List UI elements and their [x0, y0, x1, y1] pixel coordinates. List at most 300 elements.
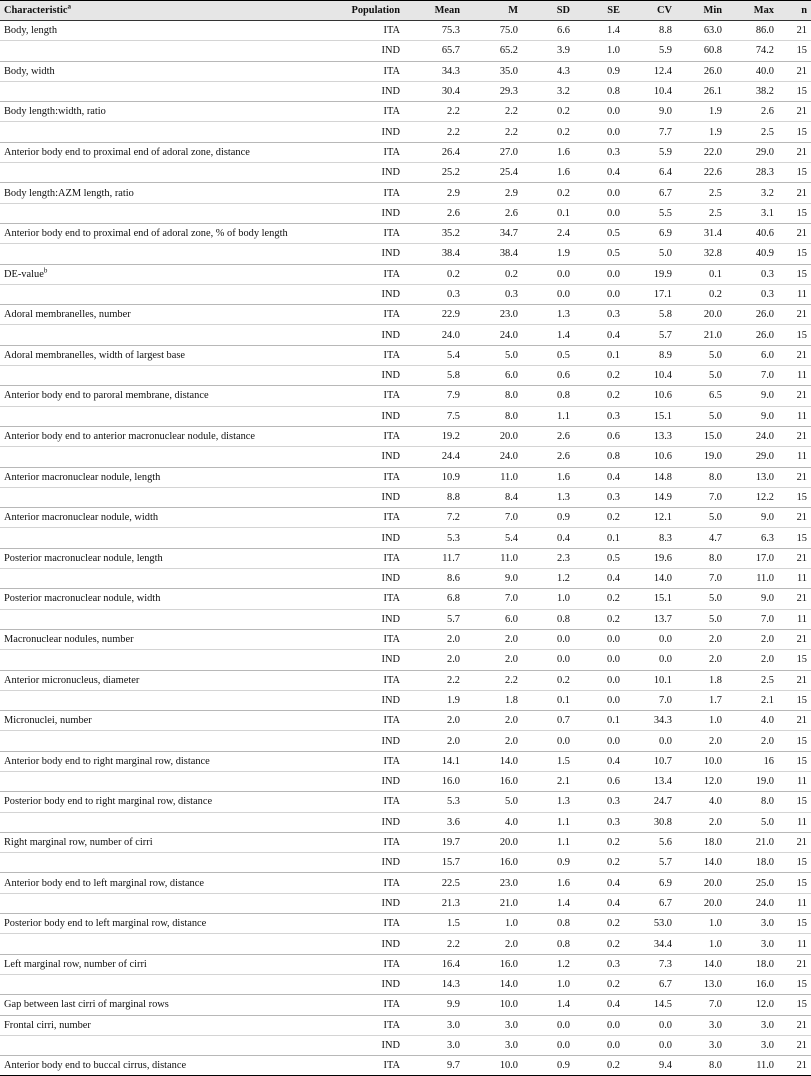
cell-n: 21: [778, 61, 811, 81]
cell-max: 24.0: [726, 893, 778, 913]
cell-se: 0.0: [574, 629, 624, 649]
cell-se: 0.3: [574, 142, 624, 162]
cell-n: 11: [778, 447, 811, 467]
cell-cv: 10.7: [624, 751, 676, 771]
cell-min: 6.5: [676, 386, 726, 406]
cell-n: 15: [778, 487, 811, 507]
cell-population: IND: [330, 284, 404, 304]
table-row: [0, 690, 811, 710]
cell-n: 21: [778, 1015, 811, 1035]
cell-mean: 2.2: [404, 670, 464, 690]
cell-population: ITA: [330, 670, 404, 690]
cell-characteristic: [0, 81, 330, 101]
cell-mean: 8.6: [404, 569, 464, 589]
cell-median: 11.0: [464, 467, 522, 487]
characteristic-label: Anterior body end to right marginal row, distance: [4, 755, 210, 767]
cell-median: 2.9: [464, 183, 522, 203]
cell-mean: 7.5: [404, 406, 464, 426]
cell-mean: 15.7: [404, 853, 464, 873]
cell-max: 26.0: [726, 305, 778, 325]
table-row: [0, 508, 811, 528]
cell-population: IND: [330, 81, 404, 101]
cell-n: 21: [778, 711, 811, 731]
cell-min: 14.0: [676, 853, 726, 873]
table-body: [0, 21, 811, 1076]
cell-characteristic: [0, 690, 330, 710]
cell-sd: 1.4: [522, 995, 574, 1015]
table-row: [0, 61, 811, 81]
cell-max: 4.0: [726, 711, 778, 731]
cell-se: 0.2: [574, 914, 624, 934]
cell-characteristic: [0, 792, 330, 812]
cell-mean: 8.8: [404, 487, 464, 507]
cell-min: 5.0: [676, 406, 726, 426]
characteristic-label: Posterior body end to left marginal row, distance: [4, 918, 207, 930]
cell-se: 0.9: [574, 61, 624, 81]
cell-se: 0.2: [574, 853, 624, 873]
cell-cv: 7.3: [624, 954, 676, 974]
table-row: [0, 102, 811, 122]
cell-sd: 2.6: [522, 447, 574, 467]
cell-sd: 0.0: [522, 731, 574, 751]
cell-population: IND: [330, 853, 404, 873]
cell-median: 23.0: [464, 305, 522, 325]
cell-sd: 0.5: [522, 345, 574, 365]
cell-se: 0.0: [574, 183, 624, 203]
table-row: [0, 1035, 811, 1055]
cell-sd: 0.0: [522, 1035, 574, 1055]
cell-n: 21: [778, 305, 811, 325]
cell-population: ITA: [330, 183, 404, 203]
characteristic-label: Anterior micronucleus, diameter: [4, 674, 140, 686]
cell-characteristic: [0, 264, 330, 284]
table-row: [0, 670, 811, 690]
cell-characteristic: [0, 711, 330, 731]
cell-se: 0.0: [574, 1035, 624, 1055]
cell-population: ITA: [330, 223, 404, 243]
cell-characteristic: [0, 1035, 330, 1055]
cell-mean: 2.2: [404, 122, 464, 142]
cell-characteristic: [0, 670, 330, 690]
table-row: [0, 223, 811, 243]
header-characteristic: [0, 1, 330, 21]
cell-mean: 2.0: [404, 731, 464, 751]
cell-se: 0.4: [574, 995, 624, 1015]
cell-population: IND: [330, 650, 404, 670]
cell-mean: 11.7: [404, 548, 464, 568]
cell-sd: 3.9: [522, 41, 574, 61]
cell-mean: 3.0: [404, 1015, 464, 1035]
cell-se: 0.2: [574, 508, 624, 528]
table-row: [0, 122, 811, 142]
cell-characteristic: [0, 954, 330, 974]
cell-max: 5.0: [726, 812, 778, 832]
cell-se: 0.4: [574, 873, 624, 893]
cell-population: ITA: [330, 792, 404, 812]
cell-se: 0.5: [574, 244, 624, 264]
cell-n: 15: [778, 81, 811, 101]
cell-population: ITA: [330, 61, 404, 81]
cell-median: 38.4: [464, 244, 522, 264]
cell-characteristic: [0, 1015, 330, 1035]
cell-population: ITA: [330, 914, 404, 934]
table-row: [0, 264, 811, 284]
cell-population: IND: [330, 1035, 404, 1055]
cell-mean: 25.2: [404, 163, 464, 183]
cell-median: 34.7: [464, 223, 522, 243]
cell-min: 8.0: [676, 1056, 726, 1076]
cell-characteristic: [0, 284, 330, 304]
cell-cv: 10.1: [624, 670, 676, 690]
characteristic-label: Anterior body end to proximal end of adoral zone, % of body length: [4, 228, 288, 240]
cell-median: 23.0: [464, 873, 522, 893]
cell-n: 15: [778, 731, 811, 751]
cell-max: 7.0: [726, 609, 778, 629]
cell-population: IND: [330, 41, 404, 61]
cell-population: IND: [330, 731, 404, 751]
cell-mean: 7.9: [404, 386, 464, 406]
cell-n: 21: [778, 21, 811, 41]
cell-sd: 1.4: [522, 893, 574, 913]
cell-se: 0.2: [574, 609, 624, 629]
cell-population: ITA: [330, 345, 404, 365]
cell-sd: 0.9: [522, 853, 574, 873]
cell-max: 16.0: [726, 974, 778, 994]
cell-median: 27.0: [464, 142, 522, 162]
cell-mean: 19.7: [404, 832, 464, 852]
cell-n: 15: [778, 873, 811, 893]
cell-max: 3.2: [726, 183, 778, 203]
cell-min: 18.0: [676, 832, 726, 852]
cell-min: 1.7: [676, 690, 726, 710]
header-row: [0, 1, 811, 21]
characteristic-label: Gap between last cirri of marginal rows: [4, 999, 169, 1011]
cell-max: 3.0: [726, 934, 778, 954]
cell-sd: 0.0: [522, 1015, 574, 1035]
cell-min: 5.0: [676, 508, 726, 528]
cell-characteristic: [0, 508, 330, 528]
cell-max: 2.1: [726, 690, 778, 710]
cell-characteristic: [0, 853, 330, 873]
cell-cv: 5.5: [624, 203, 676, 223]
cell-min: 26.0: [676, 61, 726, 81]
header-mean: Mean: [404, 1, 464, 21]
cell-sd: 0.8: [522, 914, 574, 934]
cell-min: 7.0: [676, 487, 726, 507]
cell-mean: 9.9: [404, 995, 464, 1015]
cell-max: 18.0: [726, 853, 778, 873]
characteristic-label: Anterior body end to left marginal row, distance: [4, 877, 204, 889]
table-row: [0, 771, 811, 791]
cell-sd: 0.6: [522, 366, 574, 386]
cell-mean: 75.3: [404, 21, 464, 41]
cell-characteristic: [0, 914, 330, 934]
cell-sd: 1.3: [522, 487, 574, 507]
table-row: [0, 345, 811, 365]
cell-se: 1.4: [574, 21, 624, 41]
cell-mean: 0.2: [404, 264, 464, 284]
cell-mean: 5.3: [404, 792, 464, 812]
table-row: [0, 1056, 811, 1076]
cell-median: 24.0: [464, 325, 522, 345]
cell-min: 1.9: [676, 102, 726, 122]
cell-se: 0.1: [574, 345, 624, 365]
cell-sd: 1.1: [522, 832, 574, 852]
cell-cv: 7.7: [624, 122, 676, 142]
cell-max: 9.0: [726, 406, 778, 426]
cell-population: IND: [330, 812, 404, 832]
cell-max: 12.2: [726, 487, 778, 507]
cell-max: 28.3: [726, 163, 778, 183]
cell-min: 2.0: [676, 812, 726, 832]
cell-cv: 14.9: [624, 487, 676, 507]
cell-mean: 19.2: [404, 426, 464, 446]
cell-characteristic: [0, 893, 330, 913]
footnote-marker: a: [67, 2, 71, 11]
characteristic-label: Micronuclei, number: [4, 715, 92, 727]
cell-mean: 5.4: [404, 345, 464, 365]
cell-sd: 0.2: [522, 102, 574, 122]
cell-median: 65.2: [464, 41, 522, 61]
cell-se: 0.2: [574, 832, 624, 852]
table-row: [0, 751, 811, 771]
cell-median: 2.2: [464, 122, 522, 142]
cell-characteristic: [0, 386, 330, 406]
cell-min: 4.7: [676, 528, 726, 548]
cell-n: 15: [778, 325, 811, 345]
cell-sd: 1.0: [522, 589, 574, 609]
cell-characteristic: [0, 345, 330, 365]
cell-n: 15: [778, 974, 811, 994]
cell-characteristic: [0, 873, 330, 893]
table-row: [0, 467, 811, 487]
cell-mean: 9.7: [404, 1056, 464, 1076]
characteristic-label: Anterior macronuclear nodule, width: [4, 512, 159, 524]
cell-characteristic: [0, 61, 330, 81]
cell-population: IND: [330, 122, 404, 142]
cell-n: 11: [778, 771, 811, 791]
cell-max: 9.0: [726, 508, 778, 528]
header-cv: CV: [624, 1, 676, 21]
cell-cv: 9.4: [624, 1056, 676, 1076]
cell-characteristic: [0, 487, 330, 507]
cell-n: 21: [778, 223, 811, 243]
cell-se: 0.3: [574, 406, 624, 426]
cell-characteristic: [0, 812, 330, 832]
cell-max: 6.0: [726, 345, 778, 365]
cell-se: 0.6: [574, 426, 624, 446]
cell-se: 0.3: [574, 305, 624, 325]
cell-median: 2.0: [464, 731, 522, 751]
cell-characteristic: [0, 183, 330, 203]
cell-characteristic: [0, 122, 330, 142]
cell-n: 21: [778, 102, 811, 122]
cell-se: 0.3: [574, 487, 624, 507]
cell-cv: 5.7: [624, 853, 676, 873]
cell-median: 9.0: [464, 569, 522, 589]
cell-cv: 14.0: [624, 569, 676, 589]
characteristic-label: Adoral membranelles, width of largest base: [4, 349, 186, 361]
cell-sd: 1.3: [522, 792, 574, 812]
cell-sd: 1.6: [522, 142, 574, 162]
cell-cv: 5.6: [624, 832, 676, 852]
cell-population: IND: [330, 244, 404, 264]
characteristic-label: Posterior macronuclear nodule, length: [4, 552, 163, 564]
table-row: [0, 873, 811, 893]
cell-n: 15: [778, 203, 811, 223]
cell-mean: 34.3: [404, 61, 464, 81]
cell-median: 10.0: [464, 1056, 522, 1076]
cell-sd: 1.1: [522, 812, 574, 832]
cell-mean: 65.7: [404, 41, 464, 61]
cell-max: 26.0: [726, 325, 778, 345]
cell-cv: 13.4: [624, 771, 676, 791]
cell-mean: 16.0: [404, 771, 464, 791]
cell-mean: 21.3: [404, 893, 464, 913]
cell-population: IND: [330, 771, 404, 791]
cell-mean: 6.8: [404, 589, 464, 609]
cell-cv: 13.7: [624, 609, 676, 629]
cell-characteristic: [0, 223, 330, 243]
cell-median: 16.0: [464, 853, 522, 873]
cell-n: 15: [778, 690, 811, 710]
cell-max: 2.5: [726, 122, 778, 142]
cell-n: 15: [778, 528, 811, 548]
cell-sd: 1.6: [522, 163, 574, 183]
cell-cv: 10.6: [624, 447, 676, 467]
cell-max: 40.0: [726, 61, 778, 81]
table-row: [0, 366, 811, 386]
cell-mean: 5.8: [404, 366, 464, 386]
cell-characteristic: [0, 731, 330, 751]
cell-n: 11: [778, 609, 811, 629]
cell-n: 11: [778, 812, 811, 832]
cell-n: 15: [778, 41, 811, 61]
cell-se: 0.4: [574, 325, 624, 345]
cell-population: IND: [330, 163, 404, 183]
cell-max: 29.0: [726, 142, 778, 162]
cell-cv: 6.4: [624, 163, 676, 183]
cell-median: 2.6: [464, 203, 522, 223]
cell-min: 10.0: [676, 751, 726, 771]
table-row: [0, 244, 811, 264]
cell-max: 8.0: [726, 792, 778, 812]
table-row: [0, 163, 811, 183]
cell-population: IND: [330, 690, 404, 710]
cell-min: 3.0: [676, 1015, 726, 1035]
cell-median: 0.2: [464, 264, 522, 284]
cell-min: 2.0: [676, 731, 726, 751]
cell-sd: 0.4: [522, 528, 574, 548]
cell-mean: 3.6: [404, 812, 464, 832]
cell-min: 22.0: [676, 142, 726, 162]
cell-median: 35.0: [464, 61, 522, 81]
cell-sd: 0.8: [522, 386, 574, 406]
cell-cv: 6.9: [624, 873, 676, 893]
cell-mean: 10.9: [404, 467, 464, 487]
cell-max: 24.0: [726, 426, 778, 446]
cell-cv: 5.0: [624, 244, 676, 264]
cell-sd: 1.0: [522, 974, 574, 994]
cell-characteristic: [0, 569, 330, 589]
cell-characteristic: [0, 528, 330, 548]
cell-sd: 1.2: [522, 569, 574, 589]
cell-median: 1.8: [464, 690, 522, 710]
cell-sd: 2.3: [522, 548, 574, 568]
cell-min: 5.0: [676, 345, 726, 365]
cell-min: 7.0: [676, 995, 726, 1015]
cell-min: 0.1: [676, 264, 726, 284]
cell-cv: 6.7: [624, 893, 676, 913]
table-row: [0, 406, 811, 426]
cell-mean: 2.6: [404, 203, 464, 223]
table-row: [0, 914, 811, 934]
cell-cv: 9.0: [624, 102, 676, 122]
cell-sd: 0.9: [522, 1056, 574, 1076]
cell-max: 3.0: [726, 914, 778, 934]
cell-max: 74.2: [726, 41, 778, 61]
cell-characteristic: [0, 771, 330, 791]
cell-se: 0.1: [574, 528, 624, 548]
cell-n: 11: [778, 284, 811, 304]
cell-median: 21.0: [464, 893, 522, 913]
table-row: [0, 650, 811, 670]
cell-min: 4.0: [676, 792, 726, 812]
cell-median: 75.0: [464, 21, 522, 41]
cell-se: 0.8: [574, 447, 624, 467]
cell-population: ITA: [330, 832, 404, 852]
cell-max: 2.6: [726, 102, 778, 122]
cell-median: 14.0: [464, 751, 522, 771]
table-row: [0, 569, 811, 589]
cell-min: 8.0: [676, 548, 726, 568]
table-row: [0, 183, 811, 203]
cell-sd: 2.1: [522, 771, 574, 791]
cell-characteristic: [0, 203, 330, 223]
cell-max: 3.1: [726, 203, 778, 223]
cell-cv: 15.1: [624, 406, 676, 426]
cell-population: ITA: [330, 21, 404, 41]
table-row: [0, 609, 811, 629]
cell-min: 21.0: [676, 325, 726, 345]
cell-population: IND: [330, 569, 404, 589]
header-max: Max: [726, 1, 778, 21]
header-sd: SD: [522, 1, 574, 21]
table-row: [0, 325, 811, 345]
cell-median: 5.0: [464, 345, 522, 365]
cell-characteristic: [0, 447, 330, 467]
characteristic-label: Body, length: [4, 25, 58, 37]
cell-min: 1.8: [676, 670, 726, 690]
cell-sd: 0.0: [522, 650, 574, 670]
cell-max: 0.3: [726, 264, 778, 284]
cell-sd: 3.2: [522, 81, 574, 101]
cell-median: 24.0: [464, 447, 522, 467]
cell-median: 8.0: [464, 406, 522, 426]
cell-mean: 26.4: [404, 142, 464, 162]
cell-cv: 5.8: [624, 305, 676, 325]
cell-mean: 16.4: [404, 954, 464, 974]
table-row: [0, 629, 811, 649]
cell-characteristic: [0, 974, 330, 994]
cell-population: IND: [330, 487, 404, 507]
cell-median: 20.0: [464, 426, 522, 446]
cell-sd: 0.2: [522, 122, 574, 142]
cell-cv: 10.6: [624, 386, 676, 406]
cell-min: 12.0: [676, 771, 726, 791]
cell-max: 25.0: [726, 873, 778, 893]
cell-min: 20.0: [676, 873, 726, 893]
